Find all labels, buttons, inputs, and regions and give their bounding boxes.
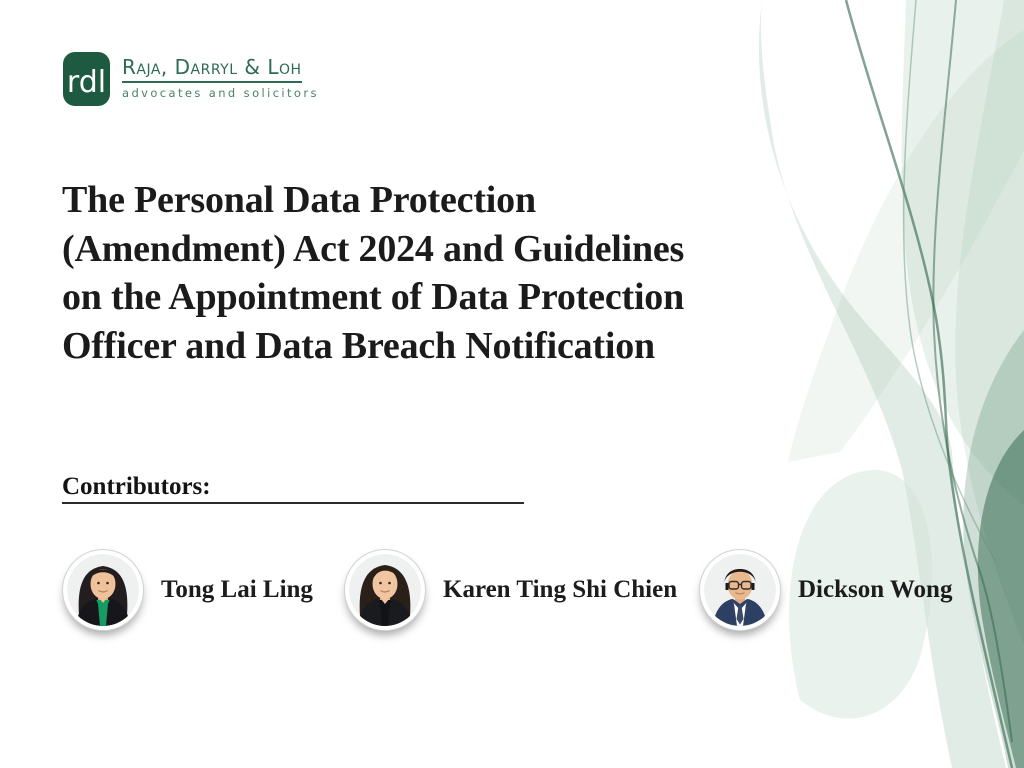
avatar-photo [704, 554, 776, 626]
contributor-dickson-wong [700, 550, 952, 630]
contributor-name: Dickson Wong [798, 576, 953, 603]
logo-monogram: rdl [66, 65, 107, 100]
avatar-photo [349, 554, 421, 626]
contributor-tong-lai-ling [63, 550, 313, 630]
contributors-divider [62, 502, 524, 504]
brand-header [63, 52, 319, 106]
contributors-heading: Contributors: [62, 473, 211, 500]
contributor-name: Karen Ting Shi Chien [443, 576, 678, 603]
green-wave-decoration [754, 0, 1024, 768]
rdl-logo-icon [63, 52, 110, 106]
title-line: on the Appointment of Data Protection [62, 276, 685, 318]
avatar [700, 550, 780, 630]
firm-name: Raja, Darryl & Loh [122, 56, 302, 83]
contributor-name: Tong Lai Ling [161, 576, 313, 603]
avatar-photo [67, 554, 139, 626]
article-title [62, 176, 762, 370]
contributor-karen-ting-shi-chien [345, 550, 677, 630]
avatar [63, 550, 143, 630]
firm-tagline: advocates and solicitors [122, 86, 319, 100]
avatar [345, 550, 425, 630]
title-line: (Amendment) Act 2024 and Guidelines [62, 227, 685, 270]
title-line: Officer and Data Breach Notification [62, 324, 655, 367]
title-line: The Personal Data Protection [62, 179, 536, 221]
brand-text [122, 56, 319, 100]
